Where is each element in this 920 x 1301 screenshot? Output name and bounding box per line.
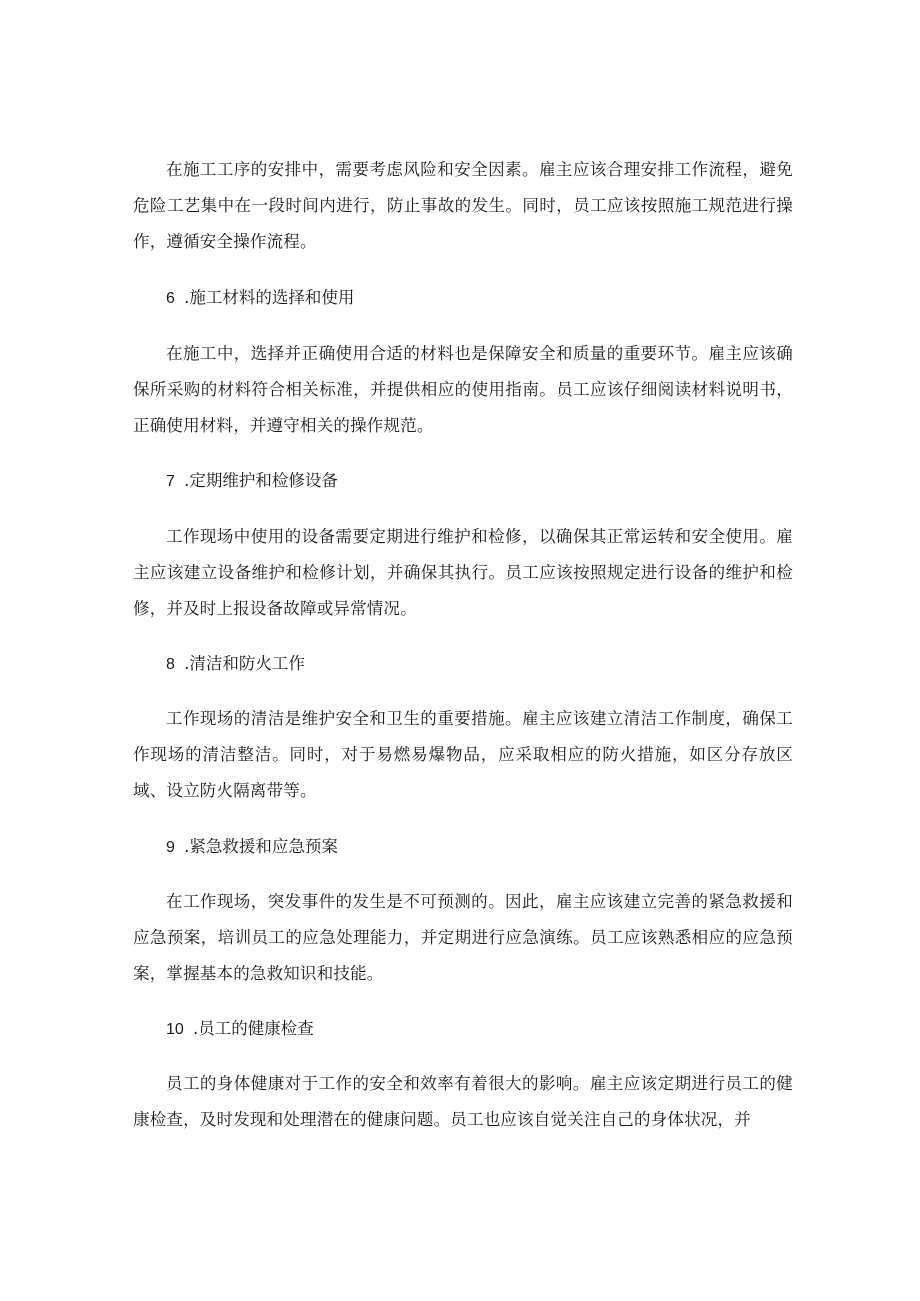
heading-section-8 [166, 652, 305, 677]
section-title: .紧急救援和应急预案 [184, 837, 338, 856]
paragraph-health-check: 员工的身体健康对于工作的安全和效率有着很大的影响。雇主应该定期进行员工的健康检查，及时发现和处理潜在的健康问题。员工也应该自觉关注自己的身体状况，并 [133, 1074, 793, 1129]
paragraph-equipment-maintenance: 工作现场中使用的设备需要定期进行维护和检修，以确保其正常运转和安全使用。雇主应该建立设备维护和检修计划，并确保其执行。员工应该按照规定进行设备的维护和检修，并及时上报设备故障或异常情况。 [133, 527, 793, 618]
paragraph-materials: 在施工中，选择并正确使用合适的材料也是保障安全和质量的重要环节。雇主应该确保所采购的材料符合相关标准，并提供相应的使用指南。员工应该仔细阅读材料说明书，正确使用材料，并遵守相关的操作规范。 [133, 344, 793, 435]
section-number: 8 [166, 656, 175, 673]
section-number: 10 [166, 1021, 184, 1038]
heading-section-6 [166, 286, 354, 311]
section-title: .施工材料的选择和使用 [184, 288, 355, 307]
section-number: 9 [166, 839, 175, 856]
section-title: .定期维护和检修设备 [184, 471, 338, 490]
heading-section-7 [166, 469, 338, 494]
paragraph-work-sequence: 在施工工序的安排中，需要考虑风险和安全因素。雇主应该合理安排工作流程，避免危险工艺集中在一段时间内进行，防止事故的发生。同时，员工应该按照施工规范进行操作，遵循安全操作流程。 [133, 160, 793, 251]
paragraph-cleaning-fire: 工作现场的清洁是维护安全和卫生的重要措施。雇主应该建立清洁工作制度，确保工作现场的清洁整洁。同时，对于易燃易爆物品，应采取相应的防火措施，如区分存放区域、设立防火隔离带等。 [133, 709, 793, 800]
section-title: .员工的健康检查 [193, 1019, 314, 1038]
heading-section-9 [166, 835, 338, 860]
section-title: .清洁和防火工作 [184, 654, 305, 673]
section-number: 6 [166, 290, 175, 307]
heading-section-10 [166, 1017, 314, 1042]
paragraph-emergency: 在工作现场，突发事件的发生是不可预测的。因此，雇主应该建立完善的紧急救援和应急预案，培训员工的应急处理能力，并定期进行应急演练。员工应该熟悉相应的应急预案，掌握基本的急救知识和技能。 [133, 892, 793, 983]
section-number: 7 [166, 473, 175, 490]
